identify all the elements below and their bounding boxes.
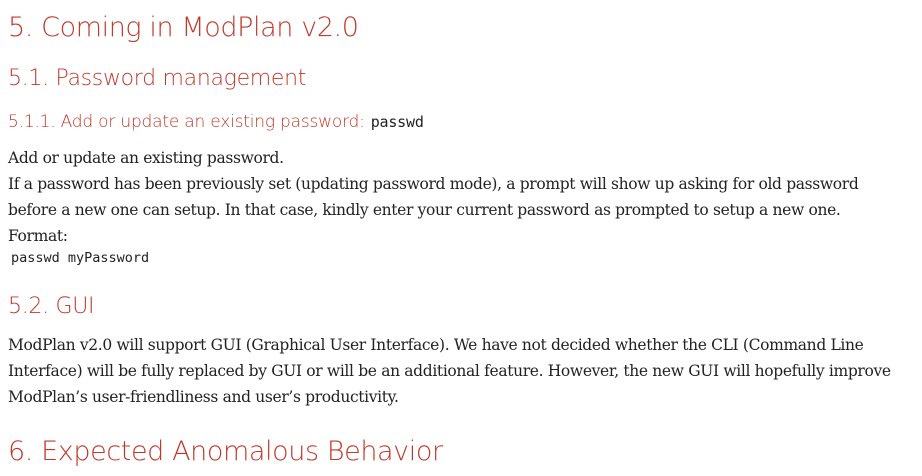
section-5-2-body <box>8 332 891 410</box>
body-line: ModPlan v2.0 will support GUI (Graphical User Interface). We have not decided whether the CLI (Command Line <box>8 336 864 354</box>
section-5-1-1-body <box>8 145 858 249</box>
body-line: Add or update an existing password. <box>8 149 284 167</box>
format-label: Format: <box>8 227 68 245</box>
section-5-heading: 5. Coming in ModPlan v2.0 <box>8 12 359 43</box>
passwd-command-code: passwd <box>370 113 424 131</box>
body-line: Interface) will be fully replaced by GUI or will be an additional feature. However, the new GUI will hopefully improve <box>8 362 891 380</box>
body-line: ModPlan’s user-friendliness and user’s productivity. <box>8 388 399 406</box>
section-5-1-heading: 5.1. Password management <box>8 66 307 91</box>
section-6-heading: 6. Expected Anomalous Behavior <box>8 436 443 467</box>
section-5-1-1-heading <box>8 112 424 132</box>
format-example-code: passwd myPassword <box>11 250 150 266</box>
body-line: before a new one can setup. In that case, kindly enter your current password as prompted to setup a new one. <box>8 201 841 219</box>
body-line: If a password has been previously set (updating password mode), a prompt will show up asking for old password <box>8 175 859 193</box>
section-5-1-1-title: 5.1.1. Add or update an existing password: <box>8 112 365 132</box>
section-5-2-heading: 5.2. GUI <box>8 294 95 319</box>
